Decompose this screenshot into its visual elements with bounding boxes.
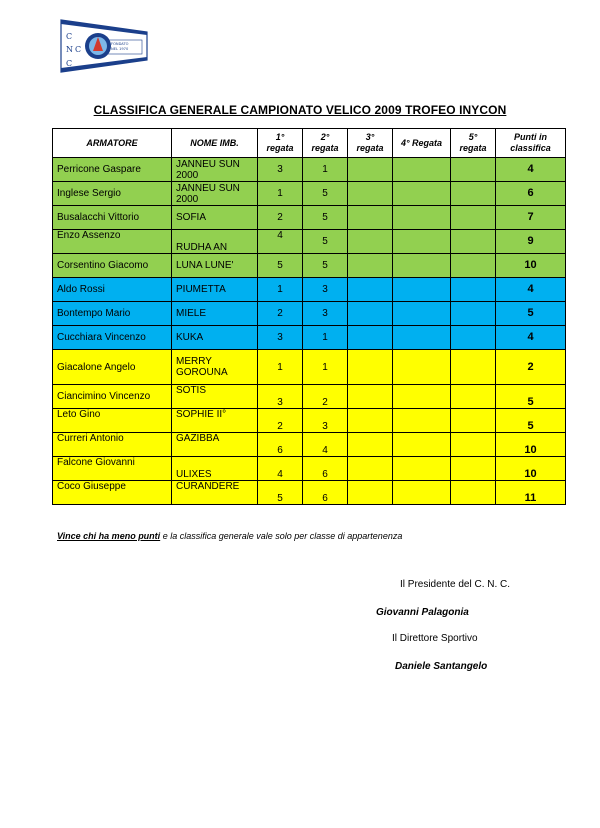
regata-5-cell <box>451 433 496 457</box>
armatore-cell: Perricone Gaspare <box>53 158 172 182</box>
boat-cell: SOFIA <box>172 206 258 230</box>
logo-letter: C <box>66 32 73 41</box>
regata-4-cell <box>393 385 451 409</box>
regata-5-cell <box>451 158 496 182</box>
regata-2-cell: 3 <box>303 278 348 302</box>
regata-5-cell <box>451 182 496 206</box>
president-name: Giovanni Palagonia <box>376 607 469 618</box>
header-nome-imb: NOME IMB. <box>172 129 258 158</box>
rules-note-emphasis: Vince chi ha meno punti <box>57 531 161 541</box>
regata-4-cell <box>393 206 451 230</box>
regata-3-cell <box>348 433 393 457</box>
regata-5-cell <box>451 302 496 326</box>
logo-letter: C <box>66 59 73 68</box>
table-row <box>53 302 566 326</box>
logo-caption: FONDATO <box>111 42 129 46</box>
regata-3-cell <box>348 481 393 505</box>
regata-1-cell: 3 <box>258 326 303 350</box>
punti-cell: 7 <box>496 206 566 230</box>
regata-1-cell: 1 <box>258 350 303 385</box>
punti-cell: 4 <box>496 158 566 182</box>
regata-4-cell <box>393 350 451 385</box>
regata-4-cell <box>393 481 451 505</box>
punti-cell: 6 <box>496 182 566 206</box>
regata-3-cell <box>348 457 393 481</box>
punti-cell: 4 <box>496 278 566 302</box>
regata-1-cell: 2 <box>258 302 303 326</box>
regata-5-cell <box>451 326 496 350</box>
regata-5-cell <box>451 230 496 254</box>
regata-5-cell <box>451 206 496 230</box>
regata-4-cell <box>393 433 451 457</box>
regata-4-cell <box>393 182 451 206</box>
regata-2-cell: 4 <box>303 433 348 457</box>
regata-1-cell: 2 <box>258 409 303 433</box>
regata-5-cell <box>451 481 496 505</box>
logo-letter: C <box>75 45 82 54</box>
table-row <box>53 254 566 278</box>
regata-2-cell: 3 <box>303 302 348 326</box>
document-title: CLASSIFICA GENERALE CAMPIONATO VELICO 2009 TROFEO INYCON <box>93 103 507 117</box>
armatore-cell: Leto Gino <box>53 409 172 433</box>
armatore-cell: Bontempo Mario <box>53 302 172 326</box>
regata-4-cell <box>393 457 451 481</box>
regata-5-cell <box>451 254 496 278</box>
club-burgee-icon <box>60 18 148 74</box>
regata-2-cell: 1 <box>303 158 348 182</box>
boat-cell: JANNEU SUN 2000 <box>172 182 258 206</box>
table-row <box>53 230 566 254</box>
punti-cell: 11 <box>496 481 566 505</box>
punti-cell: 5 <box>496 302 566 326</box>
punti-cell: 10 <box>496 433 566 457</box>
armatore-cell: Falcone Giovanni <box>53 457 172 481</box>
regata-1-cell: 1 <box>258 278 303 302</box>
punti-cell: 4 <box>496 326 566 350</box>
armatore-cell: Inglese Sergio <box>53 182 172 206</box>
header-regata-5: 5° regata <box>451 129 496 158</box>
table-row <box>53 481 566 505</box>
punti-cell: 5 <box>496 409 566 433</box>
regata-4-cell <box>393 326 451 350</box>
boat-cell: MERRY GOROUNA <box>172 350 258 385</box>
table-row <box>53 206 566 230</box>
punti-cell: 5 <box>496 385 566 409</box>
regata-1-cell: 4 <box>258 230 303 254</box>
regata-3-cell <box>348 182 393 206</box>
president-title: Il Presidente del C. N. C. <box>400 579 511 590</box>
regata-3-cell <box>348 350 393 385</box>
regata-4-cell <box>393 409 451 433</box>
regata-2-cell: 6 <box>303 481 348 505</box>
regata-3-cell <box>348 158 393 182</box>
regata-5-cell <box>451 350 496 385</box>
table-row <box>53 158 566 182</box>
regata-3-cell <box>348 278 393 302</box>
rules-note <box>57 531 402 541</box>
regata-2-cell: 5 <box>303 254 348 278</box>
regata-3-cell <box>348 230 393 254</box>
punti-cell: 10 <box>496 254 566 278</box>
punti-cell: 10 <box>496 457 566 481</box>
regata-1-cell: 5 <box>258 481 303 505</box>
regata-5-cell <box>451 409 496 433</box>
director-name: Daniele Santangelo <box>395 661 488 672</box>
armatore-cell: Curreri Antonio <box>53 433 172 457</box>
regata-1-cell: 6 <box>258 433 303 457</box>
regata-3-cell <box>348 385 393 409</box>
armatore-cell: Coco Giuseppe <box>53 481 172 505</box>
boat-cell: SOPHIE II° <box>172 409 258 433</box>
header-regata-3: 3° regata <box>348 129 393 158</box>
header-regata-4: 4° Regata <box>393 129 451 158</box>
armatore-cell: Aldo Rossi <box>53 278 172 302</box>
regata-2-cell: 5 <box>303 230 348 254</box>
boat-cell: PIUMETTA <box>172 278 258 302</box>
club-logo <box>60 18 148 74</box>
regata-2-cell: 1 <box>303 326 348 350</box>
regata-1-cell: 5 <box>258 254 303 278</box>
regata-1-cell: 4 <box>258 457 303 481</box>
boat-cell: JANNEU SUN 2000 <box>172 158 258 182</box>
header-regata-1: 1° regata <box>258 129 303 158</box>
table-row <box>53 182 566 206</box>
regata-2-cell: 2 <box>303 385 348 409</box>
header-punti: Punti in classifica <box>496 129 566 158</box>
regata-5-cell <box>451 457 496 481</box>
regata-3-cell <box>348 254 393 278</box>
boat-cell: RUDHA AN <box>172 230 258 254</box>
armatore-cell: Cucchiara Vincenzo <box>53 326 172 350</box>
regata-1-cell: 3 <box>258 385 303 409</box>
table-header-row <box>53 129 566 158</box>
regata-3-cell <box>348 206 393 230</box>
regata-4-cell <box>393 278 451 302</box>
regata-2-cell: 6 <box>303 457 348 481</box>
regata-2-cell: 5 <box>303 182 348 206</box>
table-row <box>53 433 566 457</box>
table-row <box>53 385 566 409</box>
table-row <box>53 409 566 433</box>
armatore-cell: Giacalone Angelo <box>53 350 172 385</box>
boat-cell: LUNA LUNE' <box>172 254 258 278</box>
logo-letter: N <box>66 45 73 54</box>
regata-5-cell <box>451 385 496 409</box>
boat-cell: GAZIBBA <box>172 433 258 457</box>
regata-4-cell <box>393 254 451 278</box>
armatore-cell: Enzo Assenzo <box>53 230 172 254</box>
regata-1-cell: 1 <box>258 182 303 206</box>
regata-2-cell: 5 <box>303 206 348 230</box>
punti-cell: 2 <box>496 350 566 385</box>
boat-cell: ULIXES <box>172 457 258 481</box>
boat-cell: SOTIS <box>172 385 258 409</box>
armatore-cell: Ciancimino Vincenzo <box>53 385 172 409</box>
regata-4-cell <box>393 158 451 182</box>
table-row <box>53 350 566 385</box>
regata-2-cell: 3 <box>303 409 348 433</box>
table-row <box>53 278 566 302</box>
regata-5-cell <box>451 278 496 302</box>
regata-1-cell: 3 <box>258 158 303 182</box>
logo-caption: NEL 1970 <box>111 47 129 51</box>
armatore-cell: Busalacchi Vittorio <box>53 206 172 230</box>
table-row <box>53 457 566 481</box>
regata-3-cell <box>348 302 393 326</box>
regata-3-cell <box>348 326 393 350</box>
regata-4-cell <box>393 230 451 254</box>
regata-3-cell <box>348 409 393 433</box>
rules-note-text: e la classifica generale vale solo per classe di appartenenza <box>160 531 403 541</box>
header-regata-2: 2° regata <box>303 129 348 158</box>
boat-cell: MIELE <box>172 302 258 326</box>
regata-4-cell <box>393 302 451 326</box>
armatore-cell: Corsentino Giacomo <box>53 254 172 278</box>
punti-cell: 9 <box>496 230 566 254</box>
boat-cell: KUKA <box>172 326 258 350</box>
boat-cell: CURANDERE <box>172 481 258 505</box>
regata-1-cell: 2 <box>258 206 303 230</box>
director-title: Il Direttore Sportivo <box>392 633 478 644</box>
table-row <box>53 326 566 350</box>
header-armatore: ARMATORE <box>53 129 172 158</box>
results-table <box>52 128 566 505</box>
regata-2-cell: 1 <box>303 350 348 385</box>
